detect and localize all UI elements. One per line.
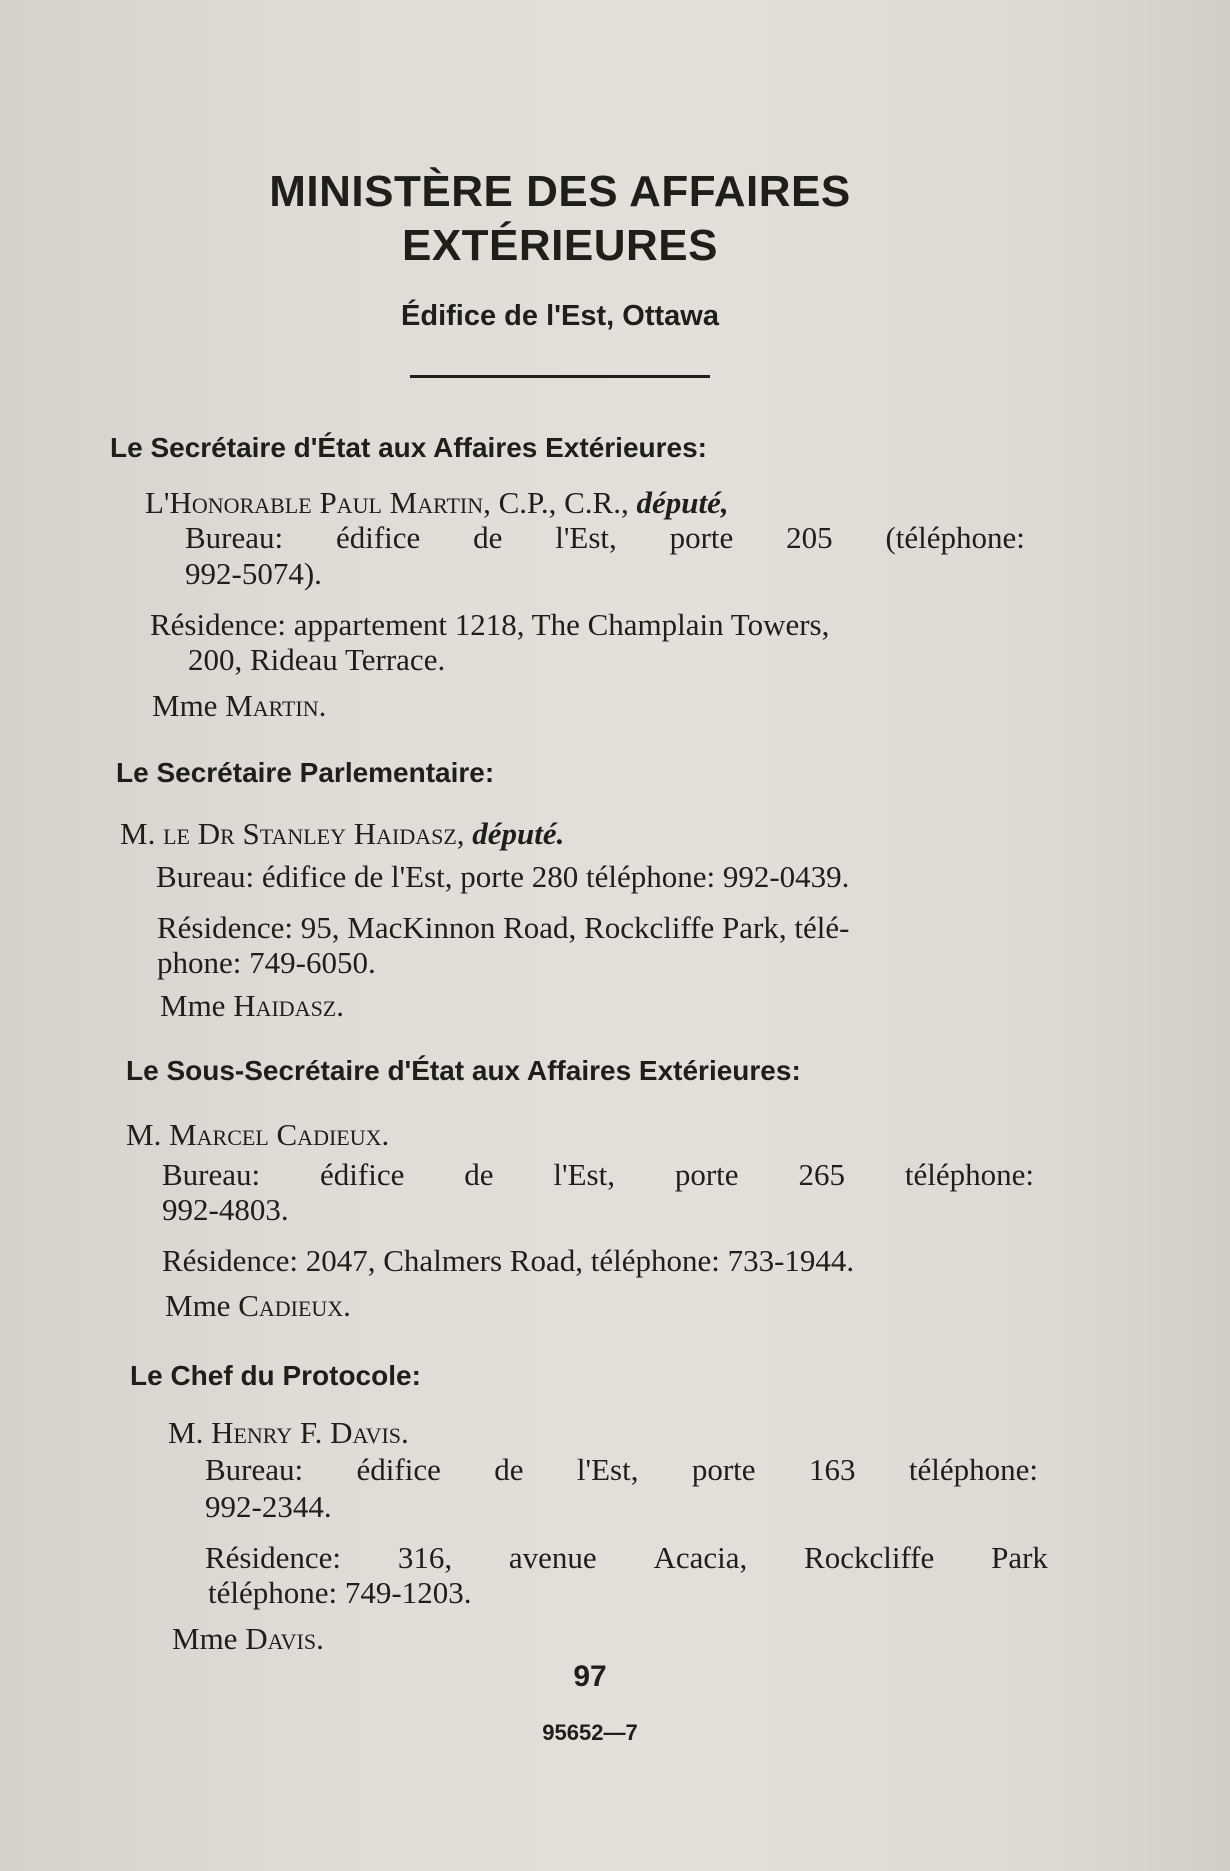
word: de [464,1157,494,1192]
word: l'Est, [553,1157,615,1192]
word: 163 [808,1452,856,1487]
page-number: 97 [573,1660,607,1693]
residence-line-1: Résidence: 2047, Chalmers Road, téléphone: 733-1944. [162,1243,855,1278]
person-name: Henry F. Davis. [211,1415,409,1450]
office-line-2: 992-2344. [205,1489,332,1524]
section-heading-under-secretary: Le Sous-Secrétaire d'État aux Affaires Extérieures: [126,1055,801,1086]
name-prefix: M. le Dr [120,816,235,851]
spouse-name: Haidasz. [233,988,344,1023]
word: porte [674,1157,739,1192]
spouse-name: Martin. [225,688,327,723]
word: Bureau: [205,1452,304,1487]
spouse-title: Mme [172,1621,238,1656]
divider-rule [410,375,710,378]
word: téléphone: [904,1157,1034,1192]
office-line-1 [185,520,1025,556]
name-prefix: L'Honorable [145,485,312,520]
office-line-1 [205,1452,1038,1488]
word: de [494,1452,524,1487]
word: avenue [508,1540,597,1575]
section-heading-chief-of-protocol: Le Chef du Protocole: [130,1360,421,1391]
section-heading-parliamentary-secretary: Le Secrétaire Parlementaire: [116,757,495,788]
role: député. [472,816,565,851]
person-name: Paul Martin, [319,485,491,520]
name-line [145,485,1025,521]
residence-line-2: phone: 749-6050. [157,945,376,980]
word: édifice [356,1452,441,1487]
office-line-2: 992-4803. [162,1192,289,1227]
residence-line-2: téléphone: 749-1203. [208,1575,472,1610]
name-prefix: M. [126,1117,162,1152]
spouse-name: Davis. [245,1621,324,1656]
word: 265 [798,1157,845,1192]
title-line-2: EXTÉRIEURES [401,221,718,270]
spouse-line [172,1621,324,1657]
print-code: 95652—7 [542,1720,638,1745]
word: Park [991,1540,1048,1575]
word: porte [669,520,734,555]
spouse-line [165,1288,351,1324]
word: Bureau: [185,520,284,555]
residence-line-1 [205,1540,1048,1576]
role: député, [636,485,729,520]
word: Acacia, [653,1540,748,1575]
office-line-2: 992-5074). [185,556,322,591]
word: de [473,520,503,555]
name-line [168,1415,409,1451]
name-prefix: M. [168,1415,204,1450]
spouse-title: Mme [152,688,218,723]
word: Bureau: [162,1157,261,1192]
word: 205 [786,520,833,555]
spouse-title: Mme [165,1288,231,1323]
office-line-1: Bureau: édifice de l'Est, porte 280 téléphone: 992-0439. [156,859,850,894]
residence-line-2: 200, Rideau Terrace. [188,642,446,677]
person-name: Stanley Haidasz, [242,816,465,851]
spouse-line [160,988,344,1024]
subtitle: Édifice de l'Est, Ottawa [401,300,719,332]
name-line [120,816,564,852]
spouse-name: Cadieux. [238,1288,351,1323]
section-heading-secretary-of-state: Le Secrétaire d'État aux Affaires Extérieures: [110,432,707,463]
residence-line-1: Résidence: 95, MacKinnon Road, Rockcliffe Park, télé- [157,910,850,945]
spouse-line [152,688,326,724]
word: l'Est, [555,520,617,555]
word: Rockcliffe [804,1540,935,1575]
word: Résidence: [205,1540,342,1575]
office-line-1 [162,1157,1034,1193]
credentials: C.P., C.R., [498,485,629,520]
residence-line-1: Résidence: appartement 1218, The Champlain Towers, [150,607,830,642]
word: édifice [320,1157,405,1192]
word: (téléphone: [885,520,1025,555]
name-line [126,1117,389,1153]
title-line-1: MINISTÈRE DES AFFAIRES [269,167,851,216]
spouse-title: Mme [160,988,226,1023]
word: téléphone: [908,1452,1038,1487]
word: 316, [397,1540,453,1575]
word: porte [691,1452,756,1487]
word: l'Est, [576,1452,639,1487]
person-name: Marcel Cadieux. [169,1117,390,1152]
word: édifice [335,520,421,555]
